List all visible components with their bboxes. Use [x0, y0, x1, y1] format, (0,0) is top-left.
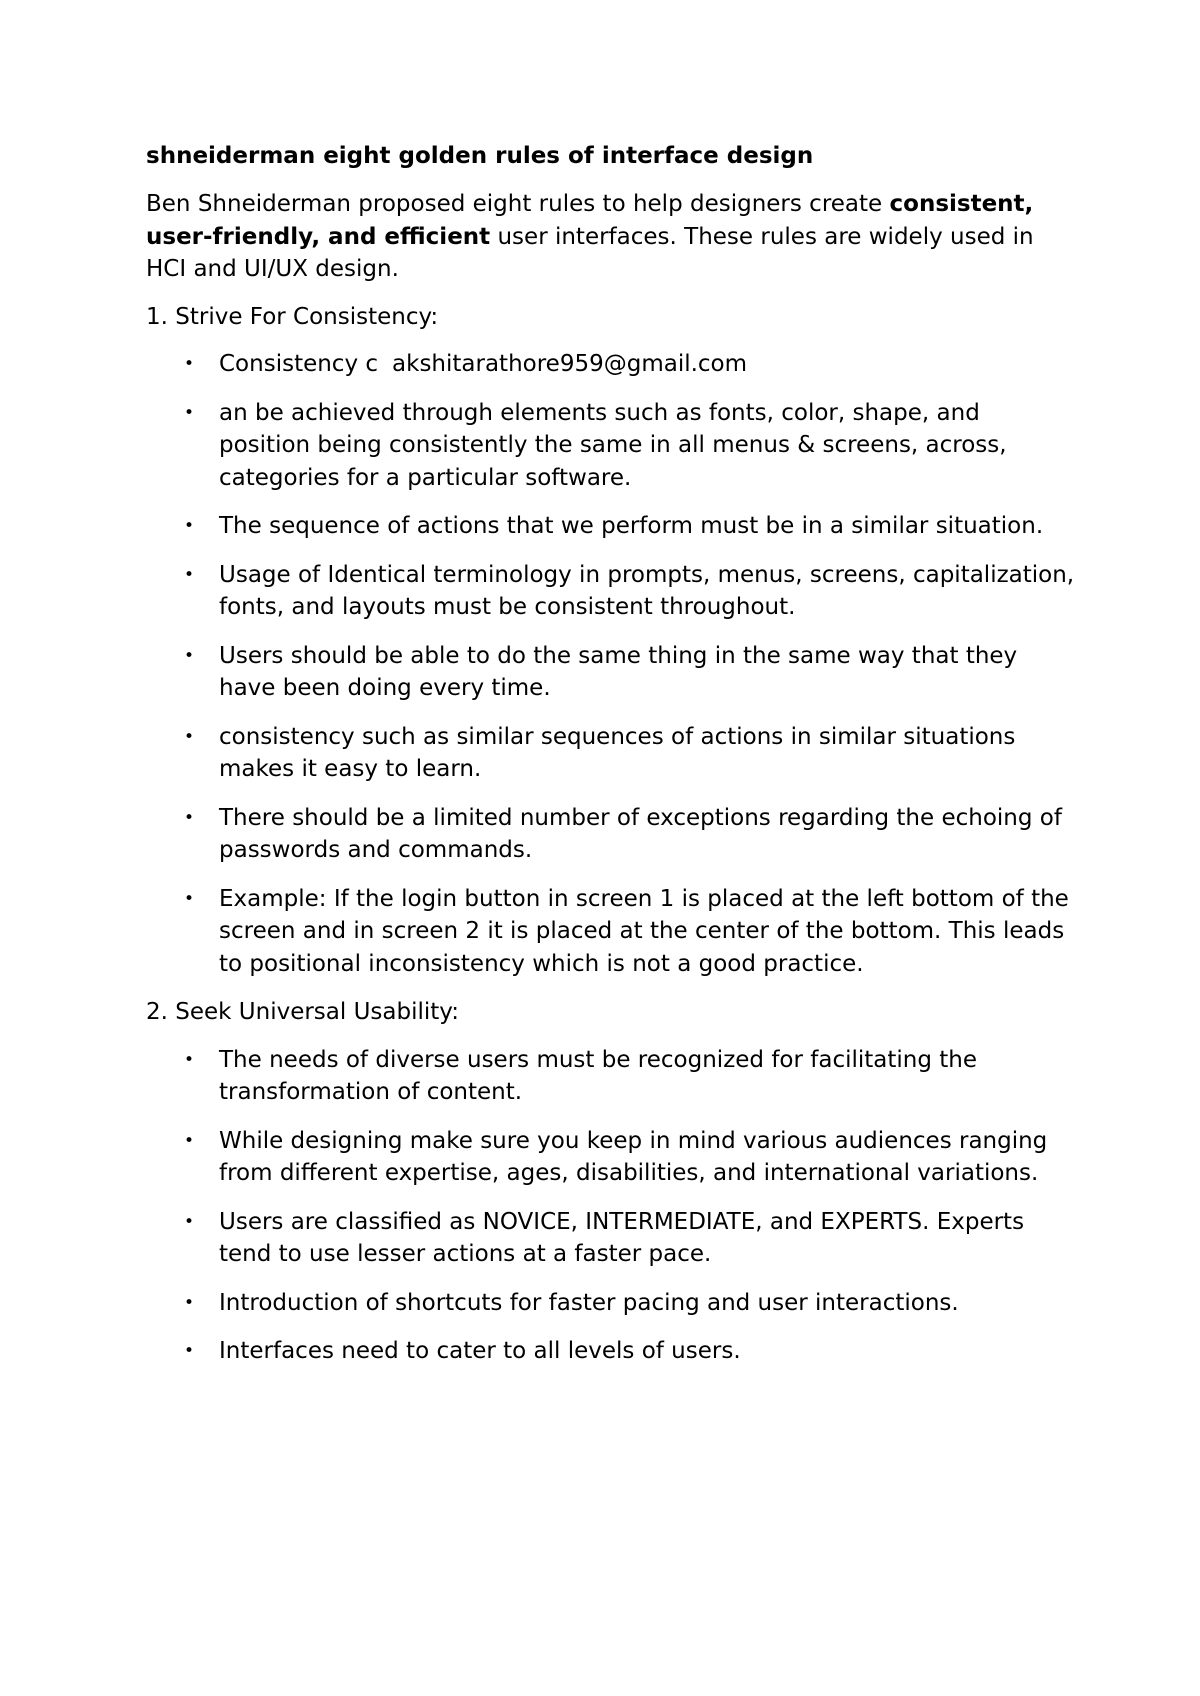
bullet-icon: •	[184, 645, 195, 666]
bullet-icon: •	[184, 402, 195, 423]
list-item	[146, 559, 1076, 624]
list-item-text: Usage of Identical terminology in prompts, menus, screens, capitalization, fonts, and layouts must be consistent throughout.	[219, 561, 1075, 620]
section-heading-universal-usability: 2. Seek Universal Usability:	[146, 999, 459, 1025]
list-item-text: consistency such as similar sequences of actions in similar situations makes it easy to learn.	[219, 723, 1016, 782]
list-item-text: The sequence of actions that we perform must be in a similar situation.	[219, 513, 1044, 539]
list-item-text: Consistency c	[219, 351, 379, 377]
bullet-icon: •	[184, 564, 195, 585]
document-title: shneiderman eight golden rules of interface design	[146, 143, 814, 169]
list-item-text: Interfaces need to cater to all levels of users.	[219, 1338, 741, 1364]
list-item	[146, 1125, 1076, 1190]
list-item-text: There should be a limited number of exceptions regarding the echoing of passwords and commands.	[219, 804, 1062, 863]
list-item	[146, 883, 1076, 981]
bullet-icon: •	[184, 888, 195, 909]
bullet-icon: •	[184, 807, 195, 828]
intro-text-start: Ben Shneiderman proposed eight rules to help designers create	[146, 191, 890, 217]
bullet-icon: •	[184, 1211, 195, 1232]
intro-text-end: user interfaces. These rules are widely used in HCI and UI/UX design.	[146, 223, 1034, 282]
list-item	[146, 640, 1076, 705]
list-item-text: an be achieved through elements such as fonts, color, shape, and position being consistently the same in all menus & screens, across, categories for a particular software.	[219, 399, 1007, 491]
list-item	[146, 397, 1076, 495]
list-item-text: While designing make sure you keep in mind various audiences ranging from different expertise, ages, disabilities, and international variations.	[219, 1127, 1048, 1186]
list-item	[146, 1044, 1076, 1109]
intro-paragraph	[146, 188, 1076, 286]
bullet-icon: •	[184, 726, 195, 747]
list-item	[146, 1287, 1076, 1320]
section-heading-consistency: 1. Strive For Consistency:	[146, 303, 439, 330]
bullet-icon: •	[184, 1341, 195, 1361]
list-item	[146, 802, 1076, 867]
document-page	[146, 140, 1076, 1384]
intro-emphasis: consistent, user-friendly, and efficient	[146, 191, 1034, 250]
list-item	[146, 348, 1076, 381]
bullet-icon: •	[184, 1130, 195, 1151]
consistency-bullet-list	[146, 348, 1076, 980]
bullet-icon: •	[184, 1292, 195, 1313]
list-item-text: Users are classified as NOVICE, INTERMEDIATE, and EXPERTS. Experts tend to use lesser actions at a faster pace.	[219, 1208, 1025, 1267]
list-item	[146, 510, 1076, 543]
bullet-icon: •	[184, 516, 195, 536]
list-item-text: Introduction of shortcuts for faster pacing and user interactions.	[219, 1289, 959, 1316]
list-item-text: Users should be able to do the same thing in the same way that they have been doing every time.	[219, 642, 1018, 701]
bullet-icon: •	[184, 354, 195, 374]
universal-usability-bullet-list	[146, 1044, 1076, 1368]
list-item	[146, 1335, 1076, 1368]
list-item-text: The needs of diverse users must be recognized for facilitating the transformation of content.	[219, 1046, 978, 1105]
bullet-icon: •	[184, 1049, 195, 1070]
list-item	[146, 721, 1076, 786]
list-item-text: Example: If the login button in screen 1 is placed at the left bottom of the screen and in screen 2 it is placed at the center of the bottom. This leads to positional inconsistency which is not a good practice.	[219, 885, 1069, 977]
watermark-email: akshitarathore959@gmail.com	[392, 351, 748, 377]
list-item	[146, 1206, 1076, 1271]
